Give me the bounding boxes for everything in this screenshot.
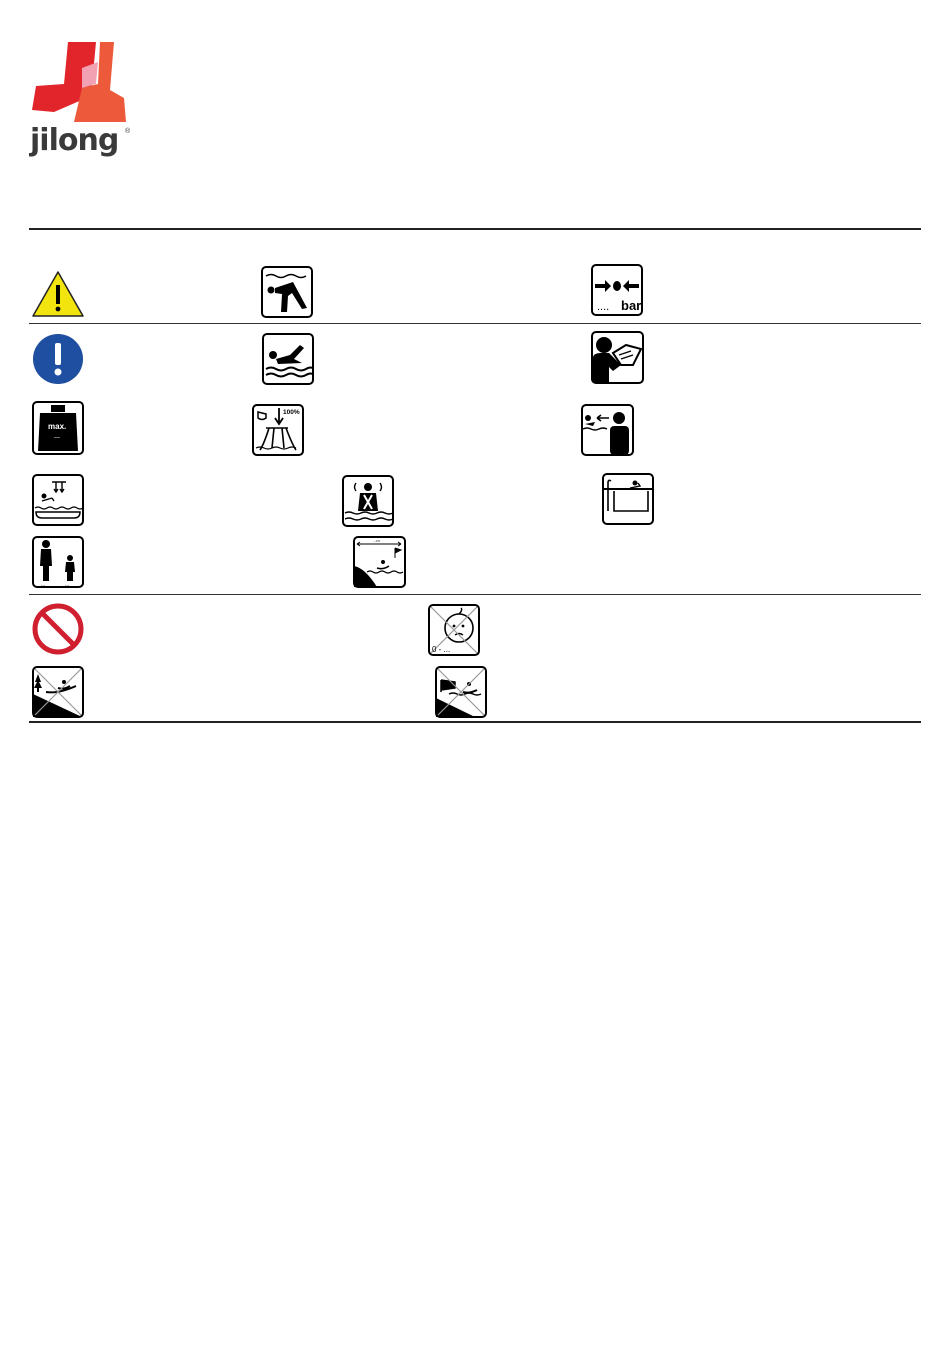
persons-right-label: ... — [65, 582, 70, 588]
mandatory-section-rule — [29, 594, 921, 595]
swimmer-pictogram-icon — [262, 333, 314, 385]
max-load-weight-icon — [32, 401, 84, 455]
max-pressure-icon — [591, 264, 643, 316]
no-use-in-currents-icon — [32, 666, 84, 718]
bottom-rule — [29, 721, 921, 723]
pool-use-icon — [602, 473, 654, 525]
warning-section-rule — [29, 323, 921, 324]
persons-left-label: ... — [41, 582, 46, 588]
persons-capacity-icon — [32, 536, 84, 588]
max-load-label: max. — [48, 422, 67, 431]
warning-triangle-icon — [31, 270, 85, 318]
life-jacket-icon — [342, 475, 394, 527]
not-for-infants-icon — [428, 604, 480, 656]
full-inflation-icon — [252, 404, 304, 456]
distance-from-shore-icon — [353, 536, 406, 588]
age-label: 0 - ... — [432, 645, 451, 654]
mandatory-exclamation-icon — [32, 333, 84, 385]
header-rule — [29, 228, 921, 230]
pressure-dots: .... — [597, 301, 610, 313]
logo-mark — [30, 40, 130, 122]
logo-registered-mark: ® — [125, 128, 131, 135]
prohibition-circle-icon — [31, 602, 85, 656]
read-manual-icon — [591, 331, 644, 384]
pressure-unit: bar — [621, 298, 642, 313]
distance-label: ...m — [373, 538, 380, 543]
logo-wordmark: jilong — [30, 123, 119, 158]
no-diving-pictogram-icon — [261, 266, 313, 318]
no-use-in-wind-icon — [435, 666, 487, 718]
anchor-boat-icon — [32, 474, 84, 526]
supervise-swimmer-icon — [581, 404, 634, 456]
inflation-percent: 100% — [283, 409, 300, 416]
max-load-dash: — — [54, 435, 60, 441]
